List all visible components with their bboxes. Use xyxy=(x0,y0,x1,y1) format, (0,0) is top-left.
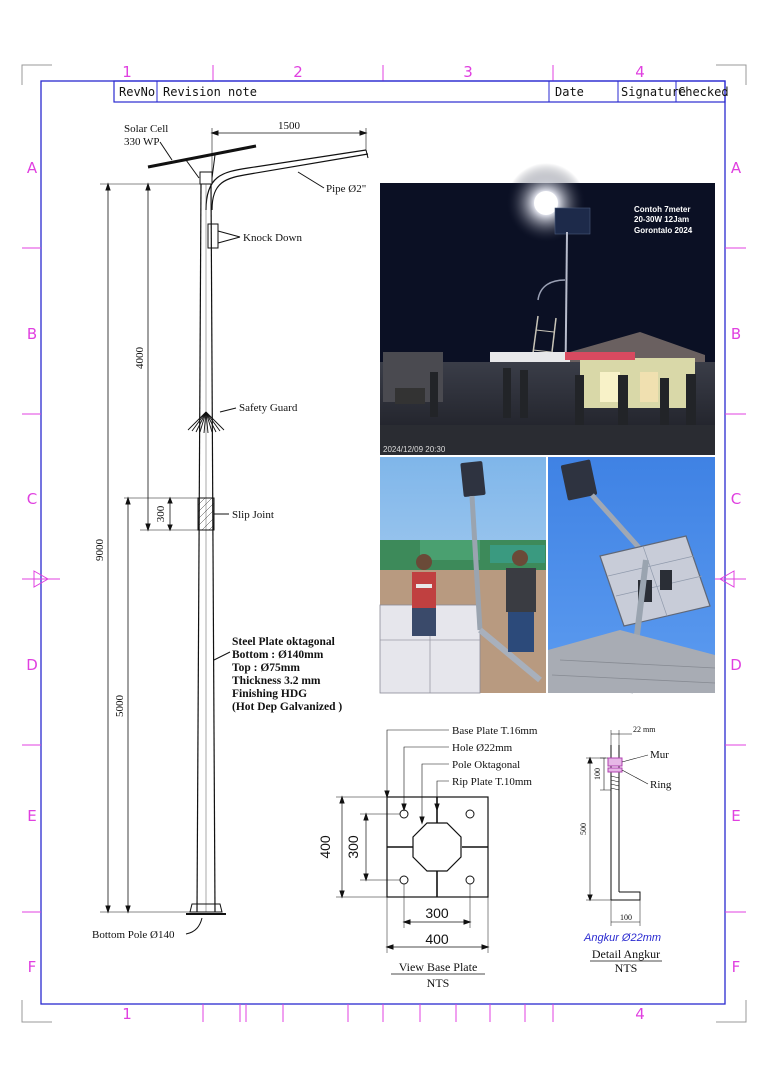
header-revno: RevNo xyxy=(119,85,156,99)
hole-top-right xyxy=(466,810,474,818)
photo-assembly-workers xyxy=(380,457,546,693)
spec-line-4: Thickness 3.2 mm xyxy=(232,675,321,687)
photo-caption-line-2: 20-30W 12Jam xyxy=(634,215,690,224)
anchor-dim-foot: 100 xyxy=(620,913,632,922)
pole-spec-block xyxy=(232,636,342,713)
col-number-3: 3 xyxy=(463,63,473,81)
hole-label: Hole Ø22mm xyxy=(452,742,513,754)
mur-nut xyxy=(608,758,622,766)
col-number-1: 1 xyxy=(122,63,132,81)
knock-down-bracket xyxy=(208,224,218,248)
pole-oktagonal-label: Pole Oktagonal xyxy=(452,759,521,771)
col-number-bottom-4: 4 xyxy=(635,1005,645,1023)
spec-line-1: Steel Plate oktagonal xyxy=(232,636,335,648)
photo-lamp-panel-closeup xyxy=(548,457,715,693)
rib-plate-label: Rip Plate T.10mm xyxy=(452,776,532,788)
anchor-detail xyxy=(586,730,662,961)
photo-timestamp: 2024/12/09 20:30 xyxy=(383,445,446,454)
mur-label: Mur xyxy=(650,749,669,761)
photo-night-installation xyxy=(380,163,715,455)
base-dim-inner-h: 300 xyxy=(345,835,361,859)
col-number-2: 2 xyxy=(293,63,303,81)
row-letter-e-left: E xyxy=(27,807,37,825)
base-dim-outer-h: 400 xyxy=(317,835,333,859)
solar-cell-power: 330 WP xyxy=(124,136,160,148)
revision-header xyxy=(114,81,729,102)
row-letter-e-right: E xyxy=(731,807,741,825)
pipe-label: Pipe Ø2" xyxy=(326,183,367,195)
solar-cell-label: Solar Cell xyxy=(124,123,169,135)
arm-length-dim: 1500 xyxy=(278,120,300,132)
row-letter-b-left: B xyxy=(26,325,38,343)
row-letter-f-right: F xyxy=(731,958,741,976)
anchor-dim-thread: 100 xyxy=(593,768,602,780)
slip-joint-label: Slip Joint xyxy=(232,509,274,521)
dim-upper-4000: 4000 xyxy=(134,347,146,369)
photo-caption-line-1: Contoh 7meter xyxy=(634,205,691,214)
row-letter-a-right: A xyxy=(730,159,742,177)
col-number-4: 4 xyxy=(635,63,645,81)
pole-shaft-right xyxy=(211,184,215,912)
base-dim-inner-w: 300 xyxy=(425,905,449,921)
row-letter-d-left: D xyxy=(26,656,38,674)
hole-bottom-left xyxy=(400,876,408,884)
spec-line-5: Finishing HDG xyxy=(232,688,308,700)
ring-label: Ring xyxy=(650,779,672,791)
pole-elevation xyxy=(100,128,368,934)
dim-total-9000: 9000 xyxy=(94,539,106,561)
dim-lower-5000: 5000 xyxy=(114,695,126,717)
thread-marks xyxy=(611,776,619,790)
row-letter-f-left: F xyxy=(27,958,37,976)
anchor-dim-top: 22 mm xyxy=(633,725,656,734)
knock-down-label: Knock Down xyxy=(243,232,302,244)
bottom-pole-label: Bottom Pole Ø140 xyxy=(92,929,175,941)
spec-line-2: Bottom : Ø140mm xyxy=(232,649,324,661)
header-date: Date xyxy=(555,85,584,99)
base-plate-label: Base Plate T.16mm xyxy=(452,725,538,737)
safety-guard-label: Safety Guard xyxy=(239,402,298,414)
base-plate-title: View Base Plate xyxy=(398,960,478,974)
header-signature: Signature xyxy=(621,85,687,99)
anchor-scale: NTS xyxy=(614,961,638,975)
pole-oktagonal-outline xyxy=(413,823,461,871)
anchor-dim-length: 500 xyxy=(579,823,588,835)
anchor-title: Detail Angkur xyxy=(591,947,661,961)
base-plate-scale: NTS xyxy=(426,976,450,990)
row-letter-c-right: C xyxy=(730,490,742,508)
spec-line-6: (Hot Dep Galvanized ) xyxy=(232,701,343,713)
spec-line-3: Top : Ø75mm xyxy=(232,662,300,674)
row-letter-b-right: B xyxy=(730,325,742,343)
photo-caption-line-3: Gorontalo 2024 xyxy=(634,226,693,235)
pipe-arm xyxy=(212,154,368,210)
header-checked: Checked xyxy=(678,85,729,99)
anchor-caption: Angkur Ø22mm xyxy=(584,932,662,944)
hole-bottom-right xyxy=(466,876,474,884)
header-revision-note: Revision note xyxy=(163,85,257,99)
pole-shaft-left xyxy=(197,184,201,912)
col-number-bottom-1: 1 xyxy=(122,1005,132,1023)
row-letter-c-left: C xyxy=(26,490,38,508)
row-letter-d-right: D xyxy=(730,656,742,674)
dim-joint-300: 300 xyxy=(155,505,167,523)
ring-washer xyxy=(608,768,622,772)
row-letter-a-left: A xyxy=(26,159,38,177)
base-dim-outer-w: 400 xyxy=(425,931,449,947)
